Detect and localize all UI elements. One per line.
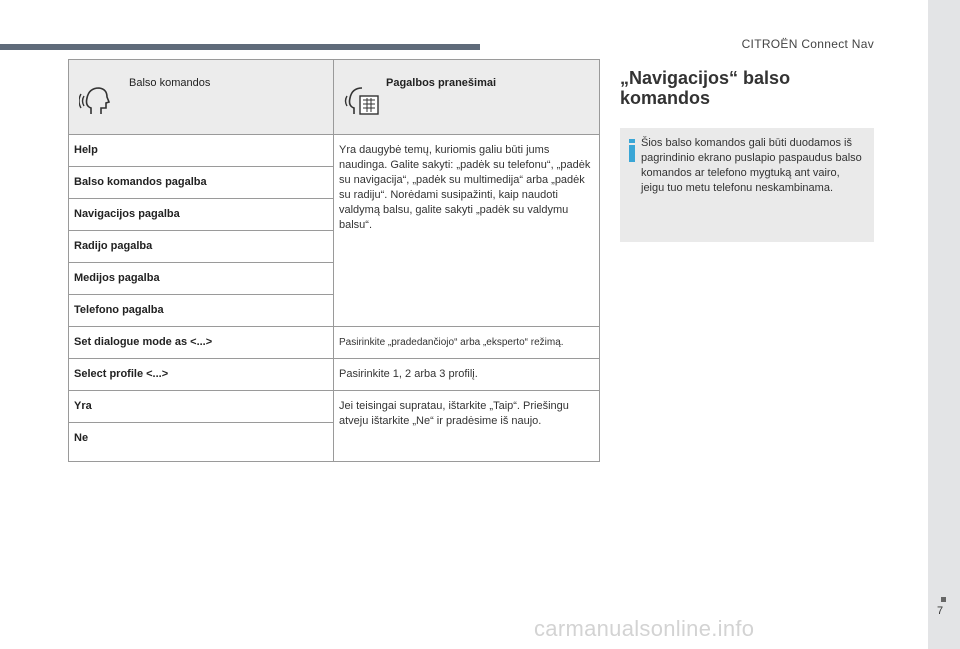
command-cell: Medijos pagalba <box>69 263 334 295</box>
command-cell: Help <box>69 135 334 167</box>
table-row <box>69 327 600 359</box>
command-cell: Yra <box>69 391 334 423</box>
command-cell: Balso komandos pagalba <box>69 167 334 199</box>
command-cell: Navigacijos pagalba <box>69 199 334 231</box>
help-description-cell: Yra daugybė temų, kuriomis galiu būti jums naudinga. Galite sakyti: „padėk su telefonu“, „padėk su navigacija“, „padėk su multimedija“ arba „padėk su radiju“. Norėdami susipažinti, kaip naudoti valdymą balsu, galite sakyti „padėk su valdymu balsu“. <box>334 135 600 327</box>
info-text: Šios balso komandos gali būti duodamos iš pagrindinio ekrano puslapio paspaudus balso komandos ar telefono mygtuką ant vairo, jeigu tuo metu telefonu neskambinama. <box>641 137 862 194</box>
command-cell: Telefono pagalba <box>69 295 334 327</box>
voice-help-icon <box>344 84 380 118</box>
dialogue-description-cell: Pasirinkite „pradedančiojo“ arba „eksperto“ režimą. <box>334 327 600 359</box>
voice-command-icon <box>79 84 115 118</box>
profile-description-cell: Pasirinkite 1, 2 arba 3 profilį. <box>334 359 600 391</box>
command-cell: Set dialogue mode as <...> <box>69 327 334 359</box>
section-title: „Navigacijos“ balso komandos <box>620 68 791 108</box>
command-cell: Ne <box>69 423 334 462</box>
page-number: 7 <box>937 605 944 617</box>
table-row <box>69 391 600 423</box>
table-header-row <box>69 60 600 135</box>
command-cell: Radijo pagalba <box>69 231 334 263</box>
side-strip <box>928 0 960 649</box>
yes-no-description-cell: Jei teisingai supratau, ištarkite „Taip“. Priešingu atveju ištarkite „Ne“ ir pradėsime iš naujo. <box>334 391 600 462</box>
table-row <box>69 359 600 391</box>
table-row <box>69 135 600 167</box>
header-bar <box>0 44 480 50</box>
header-label-help: Pagalbos pranešimai <box>386 77 497 89</box>
watermark: carmanualsonline.info <box>534 616 755 641</box>
navigation-voice-section <box>620 68 874 242</box>
strip-marker <box>941 597 946 602</box>
command-cell: Select profile <...> <box>69 359 334 391</box>
page-header-title: CITROËN Connect Nav <box>741 37 874 51</box>
info-icon <box>629 139 635 167</box>
table-header-help <box>334 60 600 135</box>
header-label-commands: Balso komandos <box>129 77 211 89</box>
voice-commands-table <box>68 59 600 462</box>
table-header-commands <box>69 60 334 135</box>
info-box <box>620 128 874 242</box>
